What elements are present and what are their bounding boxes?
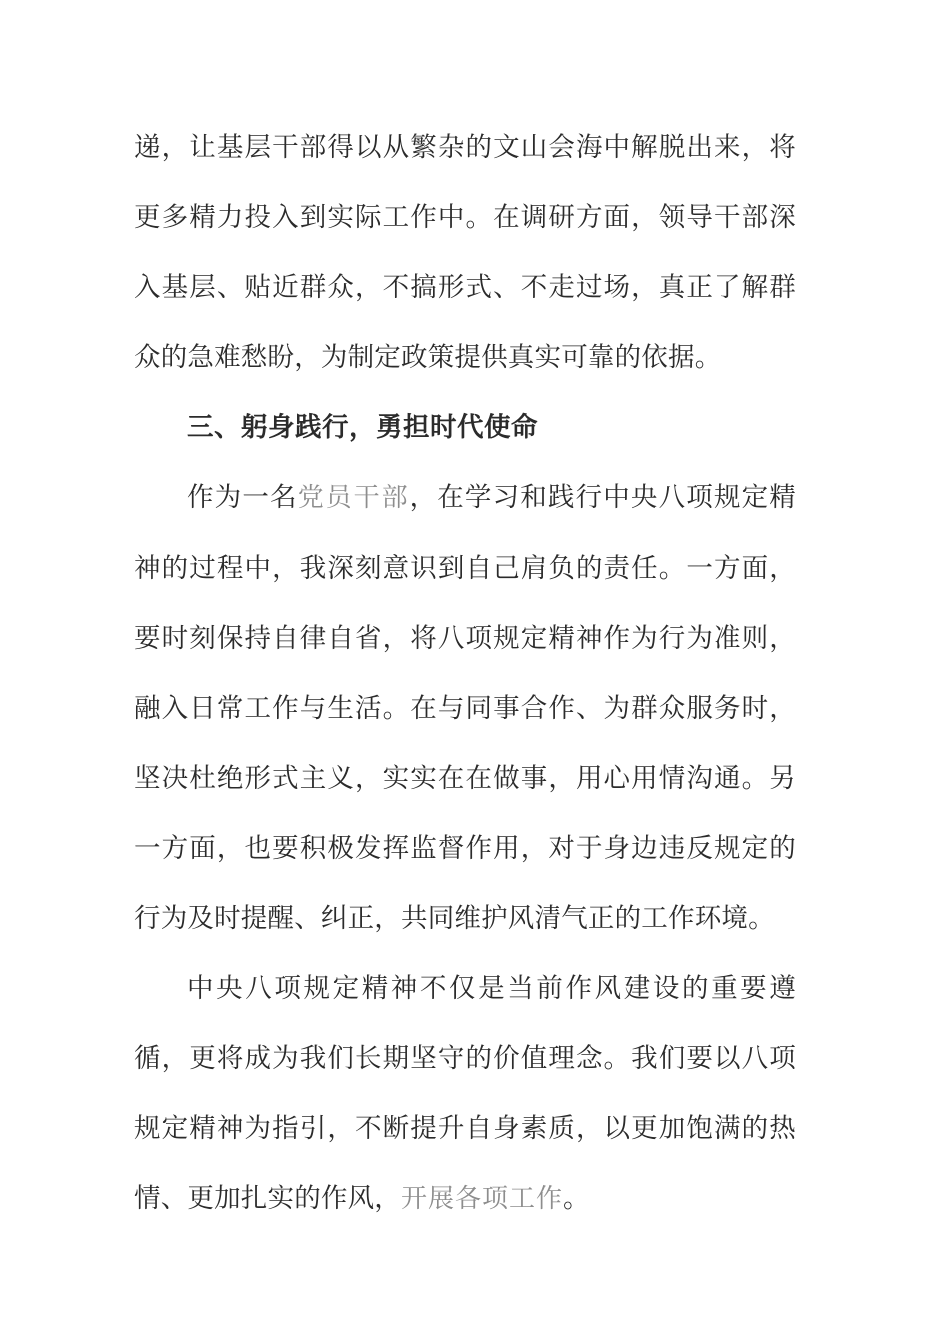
run-text-alt-carry-out-work: 开展各项工作 <box>401 1184 564 1213</box>
run-text: 。 <box>563 1183 590 1213</box>
section-heading-three: 三、躬身践行，勇担时代使命 <box>187 412 538 442</box>
run-text-alt-party-cadre: 党员干部 <box>297 483 410 512</box>
run-text: 中央八项规定精神不仅是当前作风建设的重要遵循，更将成为我们长期坚守的价值理念。我们要以八项规定精神为指引，不断提升自身素质，以更加饱满的热情、更加扎实的作风， <box>134 973 796 1213</box>
paragraph-personal-practice <box>134 462 796 953</box>
paragraph-continuation: 递，让基层干部得以从繁杂的文山会海中解脱出来，将更多精力投入到实际工作中。在调研方面，领导干部深入基层、贴近群众，不搞形式、不走过场，真正了解群众的急难愁盼，为制定政策提供真实可靠的依据。 <box>134 132 796 372</box>
run-text: ，在学习和践行中央八项规定精神的过程中，我深刻意识到自己肩负的责任。一方面，要时刻保持自律自省，将八项规定精神作为行为准则，融入日常工作与生活。在与同事合作、为群众服务时，坚决杜绝形式主义，实实在在做事，用心用情沟通。另一方面，也要积极发挥监督作用，对于身边违反规定的行为及时提醒、纠正，共同维护风清气正的工作环境。 <box>134 482 796 933</box>
document-body <box>134 112 796 1234</box>
run-text: 作为一名 <box>187 482 298 512</box>
paragraph-closing <box>134 953 796 1234</box>
